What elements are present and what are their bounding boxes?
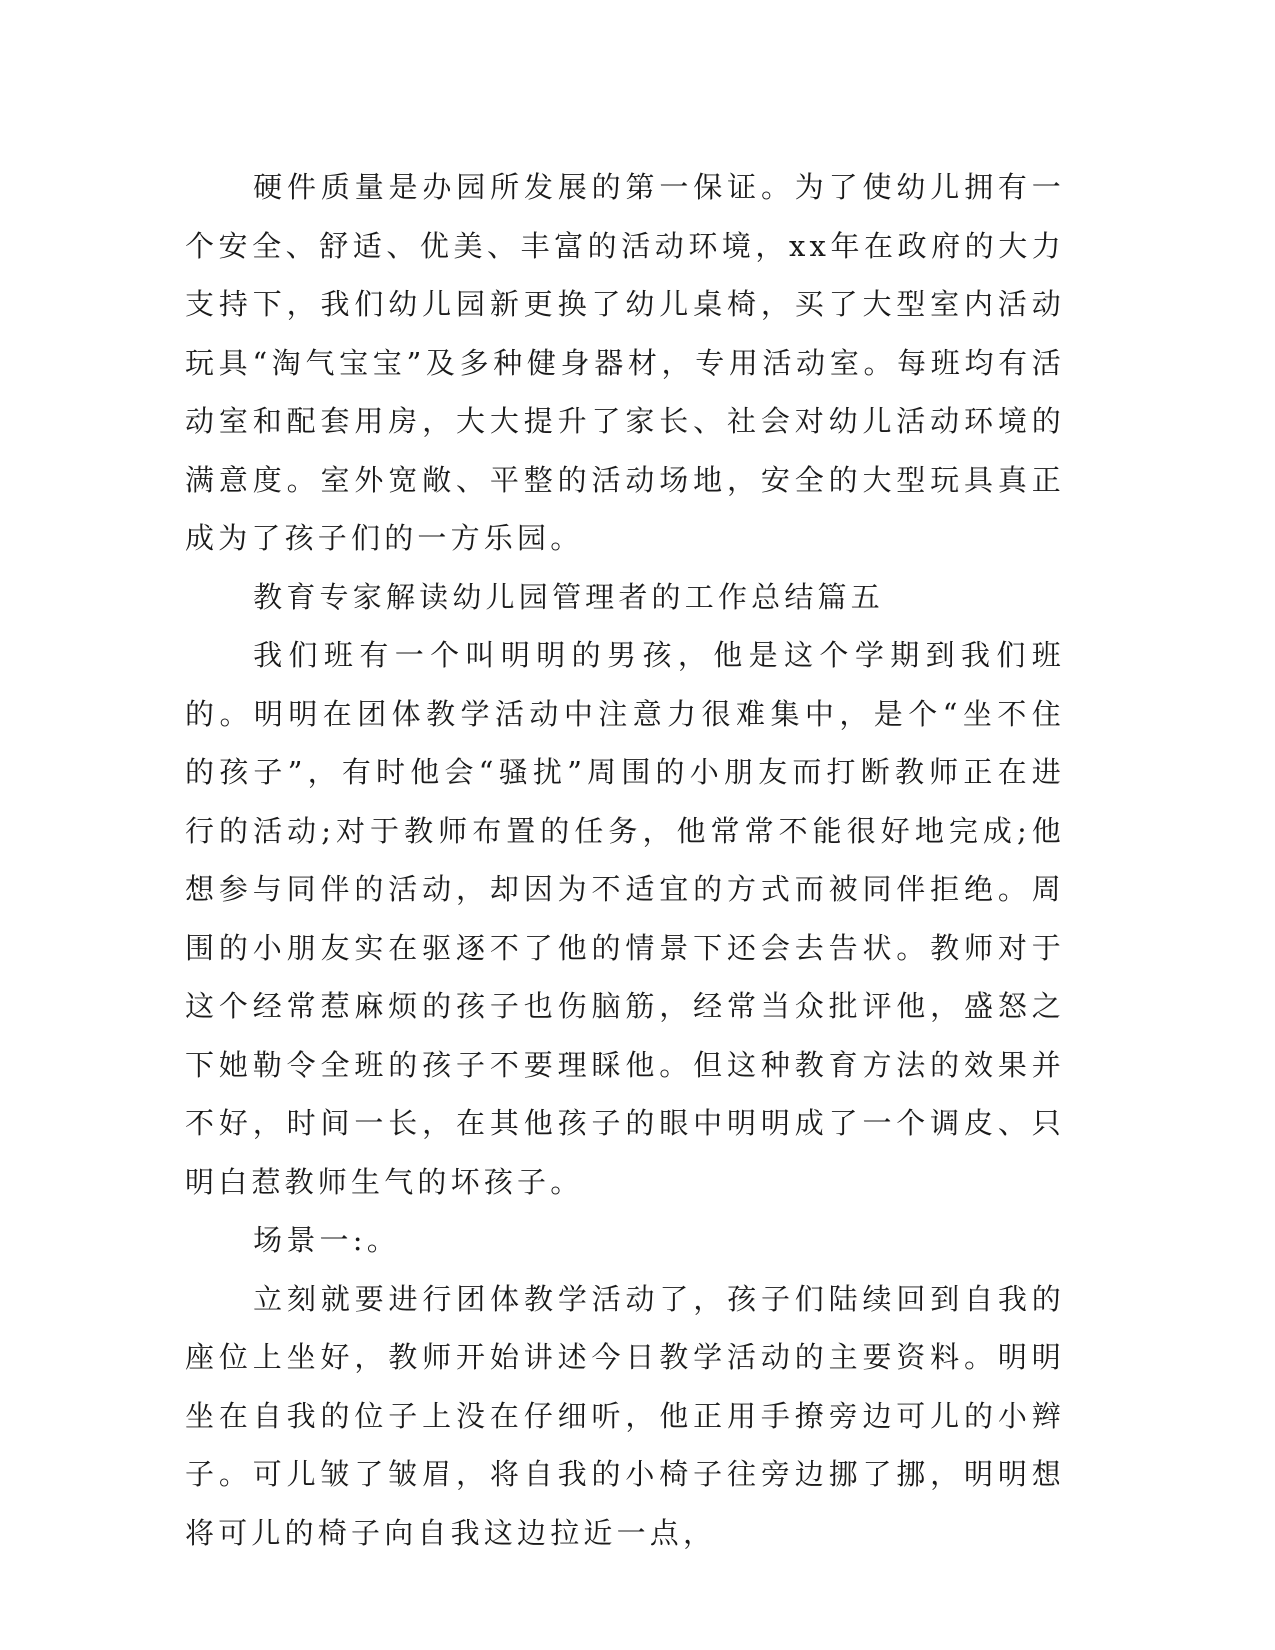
paragraph-mingming-intro: 我们班有一个叫明明的男孩，他是这个学期到我们班的。明明在团体教学活动中注意力很难集中，是个“坐不住的孩子”，有时他会“骚扰”周围的小朋友而打断教师正在进行的活动;对于教师布置的任务，他常常不能很好地完成;他想参与同伴的活动，却因为不适宜的方式而被同伴拒绝。周围的小朋友实在驱逐不了他的情景下还会去告状。教师对于这个经常惹麻烦的孩子也伤脑筋，经常当众批评他，盛怒之下她勒令全班的孩子不要理睬他。但这种教育方法的效果并不好，时间一长，在其他孩子的眼中明明成了一个调皮、只明白惹教师生气的坏孩子。 (185, 638, 1065, 1199)
section-heading: 教育专家解读幼儿园管理者的工作总结篇五 (253, 579, 884, 614)
document-body (185, 158, 1065, 1562)
paragraph-scene-one: 立刻就要进行团体教学活动了，孩子们陆续回到自我的座位上坐好，教师开始讲述今日教学活动的主要资料。明明坐在自我的位子上没在仔细听，他正用手撩旁边可儿的小辫子。可儿皱了皱眉，将自我的小椅子往旁边挪了挪，明明想将可儿的椅子向自我这边拉近一点， (185, 1281, 1065, 1550)
scene-label: 场景一:。 (253, 1223, 400, 1257)
paragraph-hardware-quality: 硬件质量是办园所发展的第一保证。为了使幼儿拥有一个安全、舒适、优美、丰富的活动环境，xx年在政府的大力支持下，我们幼儿园新更换了幼儿桌椅，买了大型室内活动玩具“淘气宝宝”及多种健身器材，专用活动室。每班均有活动室和配套用房，大大提升了家长、社会对幼儿活动环境的满意度。室外宽敞、平整的活动场地，安全的大型玩具真正成为了孩子们的一方乐园。 (185, 170, 1065, 555)
